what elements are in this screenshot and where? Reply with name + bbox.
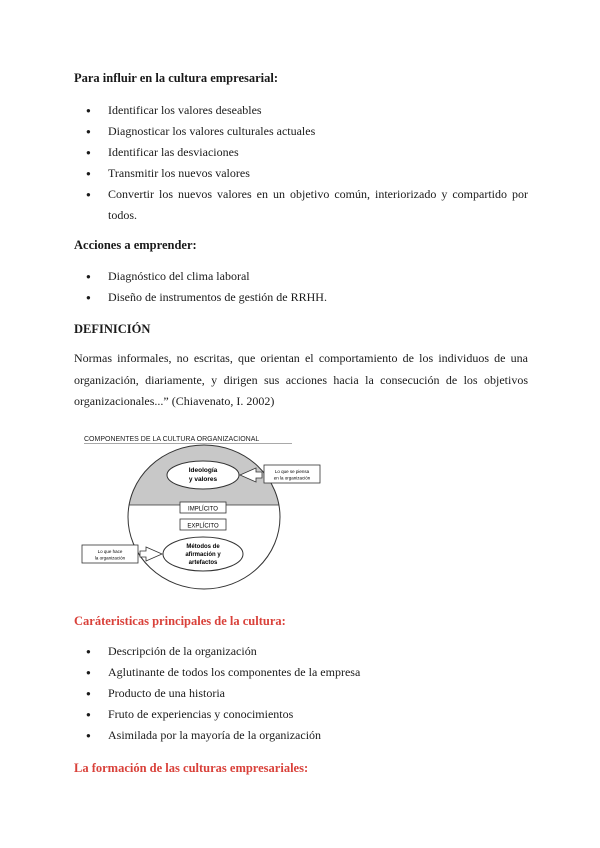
- left-note-1: Lo que hace: [97, 549, 123, 554]
- methods-label-1: Métodos de: [186, 544, 220, 550]
- list-item: ● Fruto de experiencias y conocimientos: [86, 704, 528, 725]
- methods-label-2: afirmación y: [185, 552, 221, 558]
- left-note-2: la organización: [94, 555, 126, 561]
- list-item: ● Aglutinante de todos los componentes de la empresa: [86, 662, 528, 683]
- heading-influir: Para influir en la cultura empresarial:: [74, 71, 279, 85]
- heading-definicion: DEFINICIÓN: [74, 322, 151, 336]
- list-item: ● Identificar las desviaciones: [86, 142, 528, 163]
- right-note-2: en la organización: [273, 475, 311, 481]
- list-caracteristicas: [86, 641, 528, 746]
- explicit-label: EXPLÍCITO: [187, 523, 219, 530]
- list-item: ● Diagnóstico del clima laboral: [86, 266, 528, 287]
- list-item: ● Identificar los valores deseables: [86, 100, 528, 121]
- methods-label-3: artefactos: [188, 560, 218, 566]
- heading-caracteristicas: Caráteristicas principales de la cultura:: [74, 614, 286, 628]
- list-item: ● Descripción de la organización: [86, 641, 528, 662]
- list-item: ● Asimilada por la mayoría de la organización: [86, 725, 528, 746]
- list-item: ● Diseño de instrumentos de gestión de RRHH.: [86, 287, 528, 308]
- list-item: ● Diagnosticar los valores culturales actuales: [86, 121, 528, 142]
- list-item: ● Transmitir los nuevos valores: [86, 163, 528, 184]
- right-note-1: Lo que se piensa: [274, 469, 310, 474]
- definition-paragraph: Normas informales, no escritas, que orientan el comportamiento de los individuos de una organización, diariamente, y dirigen sus acciones hacia la consecución de los objetivos organizacionales...” (Chiavenato, I. 2002): [74, 351, 528, 408]
- ideology-ellipse: [167, 461, 239, 489]
- list-acciones: [86, 266, 528, 308]
- ideology-label: Ideología: [188, 467, 218, 474]
- heading-acciones: Acciones a emprender:: [74, 238, 197, 252]
- heading-formacion: La formación de las culturas empresariales:: [74, 761, 309, 775]
- culture-components-diagram: [80, 430, 330, 592]
- list-influir: [86, 100, 528, 226]
- list-item: ● Convertir los nuevos valores en un objetivo común, interiorizado y compartido por todos.: [86, 184, 528, 226]
- diagram-title: COMPONENTES DE LA CULTURA ORGANIZACIONAL: [84, 436, 260, 443]
- left-arrow-icon: [140, 547, 162, 561]
- values-label: y valores: [188, 476, 218, 483]
- list-item: ● Producto de una historia: [86, 683, 528, 704]
- implicit-label: IMPLÍCITO: [188, 506, 218, 513]
